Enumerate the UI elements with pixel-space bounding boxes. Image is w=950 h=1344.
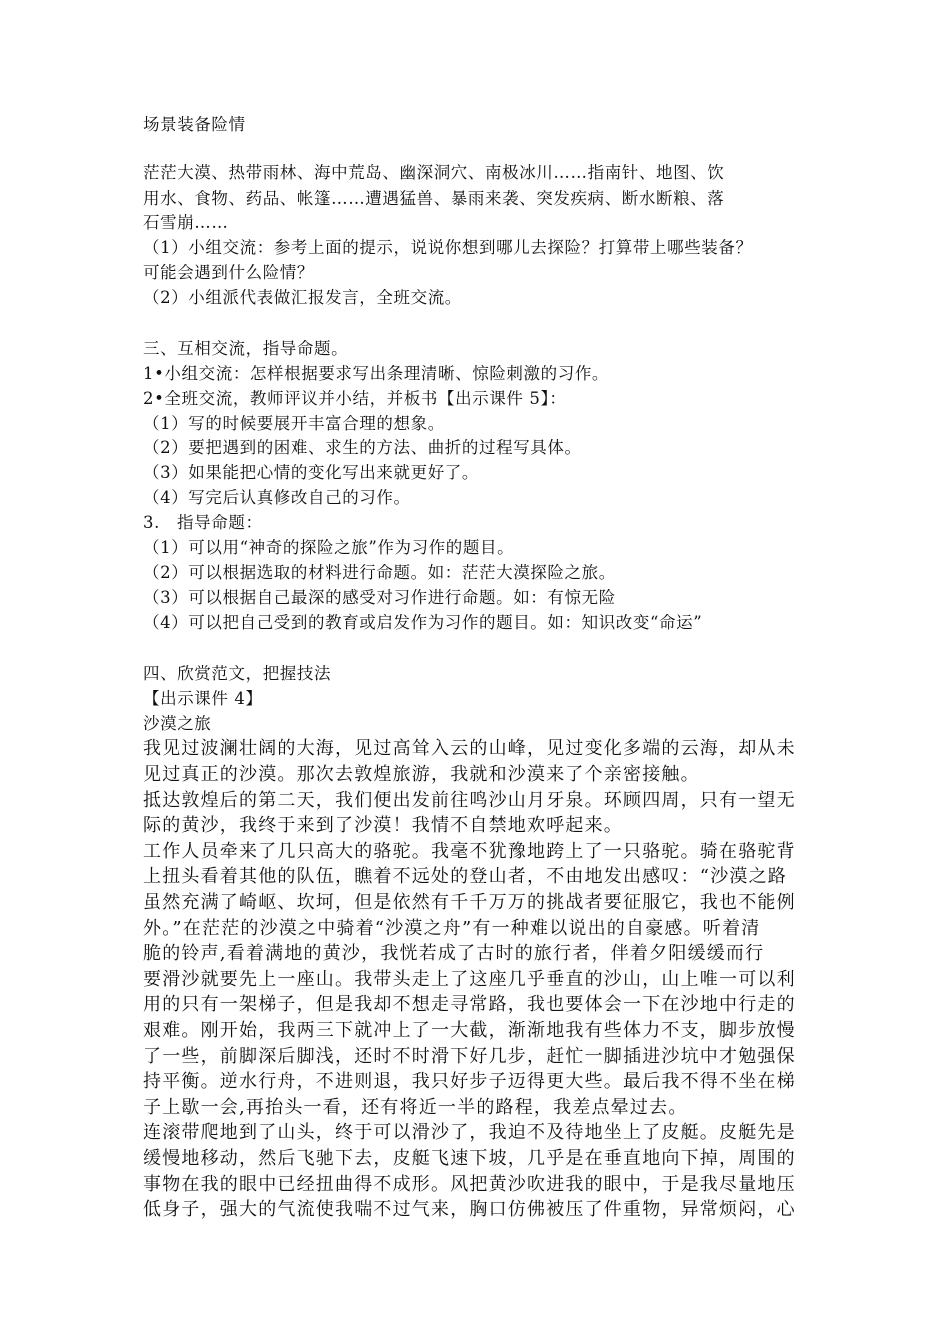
essay-line: 艰难。刚开始，我两三下就冲上了一大截，渐渐地我有些体力不支，脚步放慢 <box>143 1020 796 1041</box>
essay-line: 持平衡。逆水行舟，不进则退，我只好步子迈得更大些。最后我不得不坐在梯 <box>143 1071 796 1092</box>
essay-line: 外。”在茫茫的沙漠之中骑着“沙漠之舟”有一种难以说出的自豪感。听着清 <box>143 918 761 939</box>
list-item: 2•全班交流，教师评议并小结，并板书【出示课件 5】： <box>143 389 567 408</box>
essay-line: 虽然充满了崎岖、坎坷，但是依然有千千万万的挑战者要征服它，我也不能例 <box>143 892 796 913</box>
section-heading: 四、欣赏范文，把握技法 <box>143 664 332 683</box>
list-item: （3）可以根据自己最深的感受对习作进行命题。如：有惊无险 <box>143 588 616 607</box>
paragraph-line: （2）小组派代表做汇报发言，全班交流。 <box>143 288 462 307</box>
essay-line: 连滚带爬地到了山头，终于可以滑沙了，我迫不及待地坐上了皮艇。皮艇先是 <box>143 1122 796 1143</box>
list-item: （2）可以根据选取的材料进行命题。如：茫茫大漠探险之旅。 <box>143 563 616 582</box>
paragraph-line: 可能会遇到什么险情？ <box>143 263 314 282</box>
essay-line: 缓慢地移动，然后飞驰下去，皮艇飞速下坡，几乎是在垂直地向下掉，周围的 <box>143 1148 796 1169</box>
slide-reference: 【出示课件 4】 <box>143 689 263 708</box>
essay-line: 事物在我的眼中已经扭曲得不成形。风把黄沙吹进我的眼中，于是我尽量地压 <box>143 1174 796 1195</box>
essay-line: 际的黄沙，我终于来到了沙漠！我情不自禁地欢呼起来。 <box>143 815 623 836</box>
essay-line: 脆的铃声,看着满地的黄沙，我恍若成了古时的旅行者，伴着夕阳缓缓而行 <box>143 943 765 964</box>
list-item: （1）写的时候要展开丰富合理的想象。 <box>143 414 445 433</box>
list-item: 1•小组交流：怎样根据要求写出条理清晰、惊险刺激的习作。 <box>143 364 610 383</box>
essay-line: 子上歇一会,再抬头一看，还有将近一半的路程，我差点晕过去。 <box>143 1097 688 1118</box>
essay-line: 用的只有一架梯子，但是我却不想走寻常路，我也要体会一下在沙地中行走的 <box>143 994 796 1015</box>
essay-line: 工作人员牵来了几只高大的骆驼。我毫不犹豫地跨上了一只骆驼。骑在骆驼背 <box>143 841 796 862</box>
essay-line: 抵达敦煌后的第二天，我们便出发前往鸣沙山月牙泉。环顾四周，只有一望无 <box>143 790 796 811</box>
list-item: （2）要把遇到的困难、求生的方法、曲折的过程写具体。 <box>143 438 582 457</box>
essay-line: 上扭头看着其他的队伍，瞧着不远处的登山者，不由地发出感叹：“沙漠之路 <box>143 866 787 887</box>
essay-line: 低身子，强大的气流使我喘不过气来，胸口仿佛被压了件重物，异常烦闷，心 <box>143 1199 796 1220</box>
list-item: 3. 指导命题： <box>143 513 263 532</box>
essay-line: 我见过波澜壮阔的大海，见过高耸入云的山峰，见过变化多端的云海，却从未 <box>143 738 796 759</box>
paragraph-line: （1）小组交流：参考上面的提示，说说你想到哪儿去探险？打算带上哪些装备？ <box>143 238 753 257</box>
paragraph-line: 茫茫大漠、热带雨林、海中荒岛、幽深洞穴、南极冰川……指南针、地图、饮 <box>143 163 725 182</box>
paragraph-line: 用水、食物、药品、帐篷……遭遇猛兽、暴雨来袭、突发疾病、断水断粮、落 <box>143 189 725 208</box>
section-heading: 三、互相交流，指导命题。 <box>143 339 349 358</box>
essay-line: 了一些，前脚深后脚浅，还时不时滑下好几步，赶忙一脚插进沙坑中才勉强保 <box>143 1046 796 1067</box>
list-item: （1）可以用“神奇的探险之旅”作为习作的题目。 <box>143 538 515 557</box>
essay-line: 要滑沙就要先上一座山。我带头走上了这座几乎垂直的沙山，山上唯一可以利 <box>143 969 796 990</box>
list-item: （4）可以把自己受到的教育或启发作为习作的题目。如：知识改变“命运” <box>143 613 703 632</box>
section-heading: 场景装备险情 <box>143 115 246 134</box>
list-item: （3）如果能把心情的变化写出来就更好了。 <box>143 463 479 482</box>
essay-line: 见过真正的沙漠。那次去敦煌旅游，我就和沙漠来了个亲密接触。 <box>143 764 700 785</box>
paragraph-line: 石雪崩…… <box>143 213 229 232</box>
list-item: （4）写完后认真修改自己的习作。 <box>143 488 411 507</box>
essay-title: 沙漠之旅 <box>143 714 212 733</box>
